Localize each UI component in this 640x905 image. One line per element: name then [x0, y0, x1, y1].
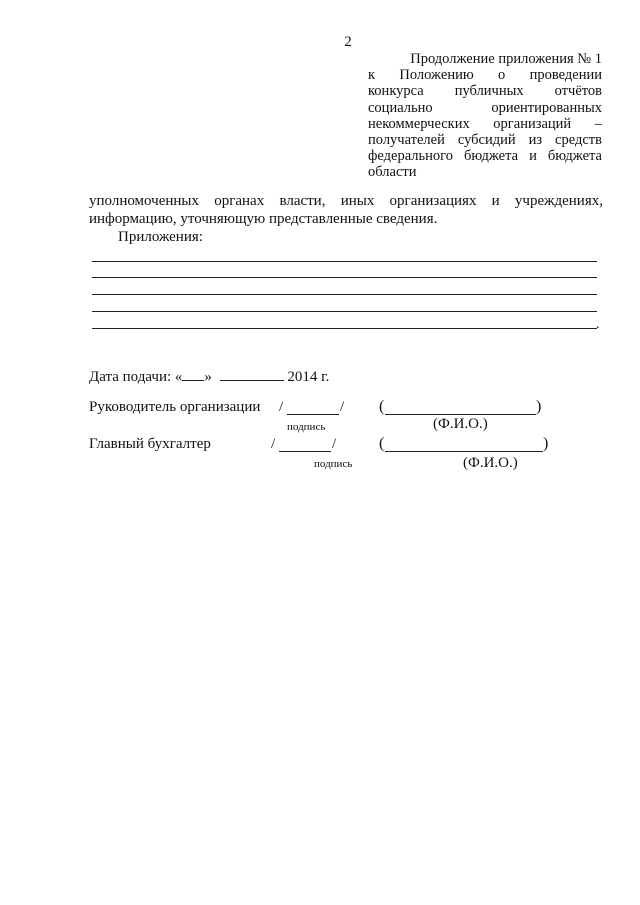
accountant-signature-caption: подпись	[314, 458, 353, 470]
page-number: 2	[344, 34, 352, 50]
submission-date	[89, 367, 329, 386]
day-field[interactable]	[182, 367, 204, 381]
body-line: уполномоченных органах власти, иных организациях и учреждениях,	[89, 193, 603, 209]
head-name-caption: (Ф.И.О.)	[433, 416, 488, 432]
accountant-name-field[interactable]	[385, 451, 543, 452]
accountant-slash-left: /	[271, 436, 276, 452]
accountant-slash-right: /	[332, 436, 337, 452]
head-slash-right: /	[340, 399, 345, 415]
attachment-line-1[interactable]	[92, 261, 597, 262]
accountant-label: Главный бухгалтер	[89, 436, 211, 452]
header-line: Продолжение приложения № 1	[410, 51, 602, 67]
appendix-header	[368, 51, 602, 181]
body-line: информацию, уточняющую представленные сведения.	[89, 210, 438, 227]
header-line: некоммерческих организаций –	[368, 115, 602, 132]
header-line: получателей субсидий из средств	[368, 132, 602, 149]
header-line: области	[368, 164, 417, 181]
head-label: Руководитель организации	[89, 399, 261, 415]
attachment-line-3[interactable]	[92, 294, 597, 295]
attachment-line-4[interactable]	[92, 311, 597, 312]
header-line: федерального бюджета и бюджета	[368, 148, 602, 165]
submission-year: 2014 г.	[287, 369, 330, 385]
head-name-field[interactable]	[385, 414, 536, 415]
attachments-end-mark: .	[596, 317, 600, 332]
header-line: конкурса публичных отчётов	[368, 83, 602, 100]
head-paren-open: (	[379, 398, 385, 415]
attachment-line-2[interactable]	[92, 277, 597, 278]
head-slash-left: /	[279, 399, 284, 415]
accountant-signature-field[interactable]	[279, 451, 331, 452]
head-paren-close: )	[536, 398, 542, 415]
accountant-paren-close: )	[543, 435, 549, 452]
head-signature-field[interactable]	[287, 414, 339, 415]
accountant-name-caption: (Ф.И.О.)	[463, 455, 518, 471]
month-field[interactable]	[220, 367, 284, 381]
body-paragraph	[89, 193, 603, 228]
accountant-paren-open: (	[379, 435, 385, 452]
header-line: к Положению о проведении	[368, 67, 602, 84]
head-signature-caption: подпись	[287, 421, 326, 433]
attachments-label: Приложения:	[118, 229, 203, 245]
header-line: социально ориентированных	[368, 99, 602, 116]
submission-label: Дата подачи: «	[89, 369, 183, 385]
quote-close: »	[204, 369, 212, 385]
attachment-line-5[interactable]	[92, 328, 597, 329]
